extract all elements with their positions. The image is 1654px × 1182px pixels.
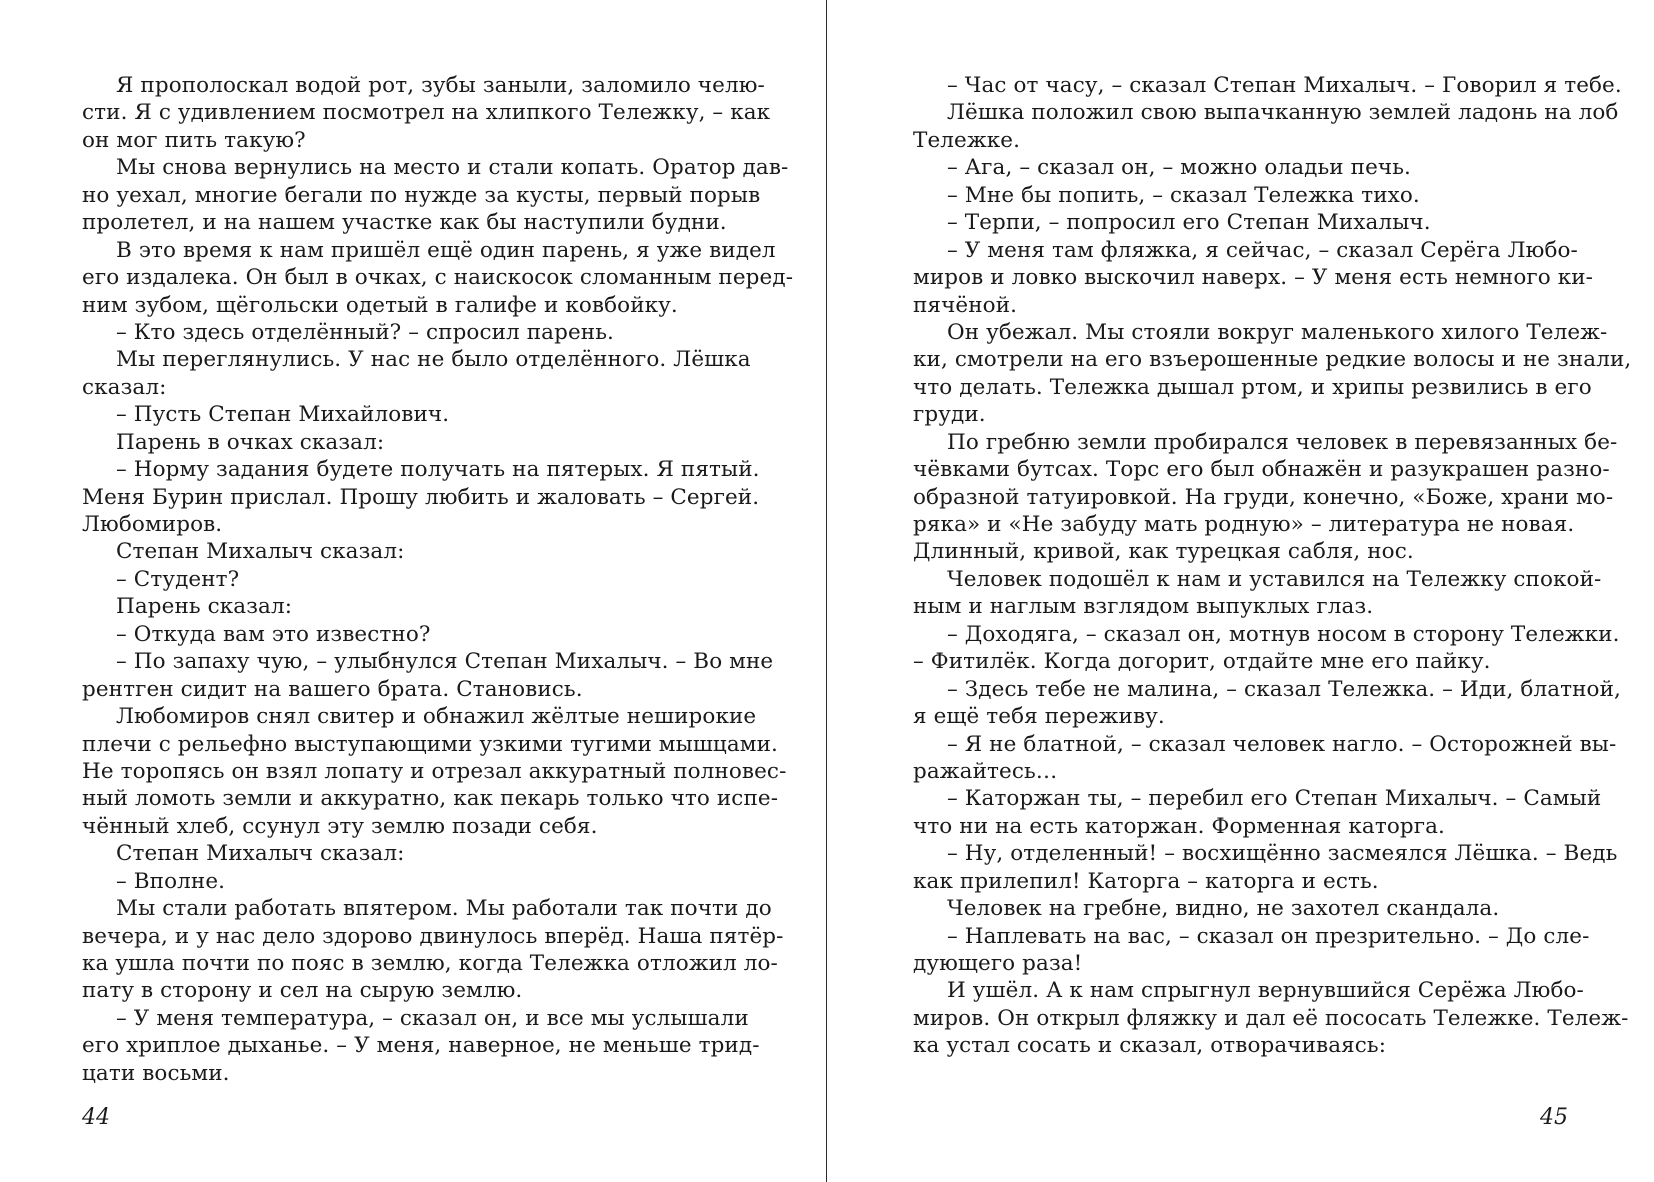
right-page-number: 45: [1540, 1105, 1568, 1130]
text-line: – Доходяга, – сказал он, мотнув носом в сторону Тележки.: [947, 621, 1620, 647]
page-gutter-divider: [826, 0, 827, 1182]
text-line: Мы переглянулись. У нас не было отделённого. Лёшка: [116, 347, 751, 373]
text-line: Степан Михалыч сказал:: [116, 539, 405, 565]
text-line: – Я не блатной, – сказал человек нагло. – Осторожней вы-: [947, 731, 1617, 757]
text-line: я ещё тебя переживу.: [913, 704, 1165, 730]
text-line: ным и наглым взглядом выпуклых глаз.: [913, 594, 1374, 620]
text-line: Меня Бурин прислал. Прошу любить и жаловать – Сергей.: [82, 484, 760, 510]
text-line: пролетел, и на нашем участке как бы наступили будни.: [82, 210, 727, 236]
text-line: – Студент?: [116, 566, 240, 592]
text-line: плечи с рельефно выступающими узкими тугими мышцами.: [82, 731, 778, 757]
right-page-text: [913, 72, 1632, 1060]
text-line: чённый хлеб, ссунул эту землю позади себя.: [82, 813, 598, 839]
text-line: – Терпи, – попросил его Степан Михалыч.: [947, 210, 1431, 236]
text-line: ка устал сосать и сказал, отворачиваясь:: [913, 1033, 1387, 1059]
text-line: ки, смотрели на его взъерошенные редкие волосы и не знали,: [913, 347, 1632, 373]
text-line: Человек подошёл к нам и уставился на Тележку спокой-: [947, 566, 1602, 592]
text-line: Не торопясь он взял лопату и отрезал аккуратный полновес-: [82, 758, 787, 784]
text-line: Я прополоскал водой рот, зубы заныли, заломило челю-: [116, 73, 765, 98]
text-line: но уехал, многие бегали по нужде за кусты, первый порыв: [82, 182, 761, 208]
text-line: – Вполне.: [116, 868, 226, 894]
text-line: он мог пить такую?: [82, 127, 306, 153]
text-line: Мы снова вернулись на место и стали копать. Оратор дав-: [116, 155, 789, 181]
text-line: как прилепил! Каторга – каторга и есть.: [913, 868, 1379, 894]
text-line: В это время к нам пришёл ещё один парень, я уже видел: [116, 237, 776, 263]
text-line: вечера, и у нас дело здорово двинулось вперёд. Наша пятёр-: [82, 923, 784, 949]
text-line: – Мне бы попить, – сказал Тележка тихо.: [947, 182, 1420, 208]
text-line: И ушёл. А к нам спрыгнул вернувшийся Серёжа Любо-: [947, 978, 1584, 1004]
text-line: образной татуировкой. На груди, конечно, «Боже, храни мо-: [913, 484, 1614, 510]
text-line: дующего раза!: [913, 951, 1083, 976]
text-line: что ни на есть каторжан. Форменная каторга.: [913, 813, 1445, 839]
text-line: Любомиров.: [82, 512, 223, 537]
text-line: Он убежал. Мы стояли вокруг маленького хилого Тележ-: [947, 319, 1608, 345]
text-line: сти. Я с удивлением посмотрел на хлипкого Тележку, – как: [82, 100, 771, 126]
text-line: груди.: [913, 402, 986, 428]
text-line: – Час от часу, – сказал Степан Михалыч. – Говорил я тебе.: [947, 73, 1622, 98]
text-line: ка ушла почти по пояс в землю, когда Тележка отложил ло-: [82, 951, 778, 976]
text-line: Тележке.: [913, 127, 1021, 153]
text-line: ражайтесь…: [913, 758, 1058, 784]
left-page-text: [82, 72, 794, 1087]
text-line: – Ага, – сказал он, – можно оладьи печь.: [947, 155, 1411, 181]
text-line: чёвками бутсах. Торс его был обнажён и разукрашен разно-: [913, 457, 1610, 483]
text-line: – Ну, отделенный! – восхищённо засмеялся Лёшка. – Ведь: [947, 841, 1618, 867]
text-line: Парень сказал:: [116, 594, 293, 620]
text-line: пату в сторону и сел на сырую землю.: [82, 978, 523, 1004]
text-line: Парень в очках сказал:: [116, 429, 385, 455]
text-line: – Фитилёк. Когда догорит, отдайте мне его пайку.: [913, 649, 1491, 675]
text-line: Человек на гребне, видно, не захотел скандала.: [947, 896, 1500, 922]
text-line: – По запаху чую, – улыбнулся Степан Михалыч. – Во мне: [116, 649, 774, 675]
text-line: пячёной.: [913, 292, 1018, 318]
text-line: – Кто здесь отделённый? – спросил парень.: [116, 319, 614, 345]
text-line: – Откуда вам это известно?: [116, 621, 431, 647]
text-line: миров и ловко выскочил наверх. – У меня есть немного ки-: [913, 265, 1594, 291]
left-page-number: 44: [82, 1105, 110, 1130]
text-line: Степан Михалыч сказал:: [116, 841, 405, 867]
text-line: его издалека. Он был в очках, с наискосок сломанным перед-: [82, 265, 794, 291]
text-line: что делать. Тележка дышал ртом, и хрипы резвились в его: [913, 374, 1592, 400]
text-line: – Наплевать на вас, – сказал он презрительно. – До сле-: [947, 923, 1590, 949]
text-line: ряка» и «Не забуду мать родную» – литература не новая.: [913, 512, 1575, 537]
text-line: миров. Он открыл фляжку и дал её пососать Тележке. Тележ-: [913, 1005, 1629, 1031]
text-line: – У меня температура, – сказал он, и все мы услышали: [116, 1005, 749, 1031]
text-line: сказал:: [82, 374, 167, 400]
text-line: – У меня там фляжка, я сейчас, – сказал Серёга Любо-: [947, 237, 1578, 263]
text-line: По гребню земли пробирался человек в перевязанных бе-: [947, 429, 1618, 455]
text-line: цати восьми.: [82, 1060, 230, 1086]
text-line: ним зубом, щёгольски одетый в галифе и ковбойку.: [82, 292, 678, 318]
text-line: Длинный, кривой, как турецкая сабля, нос.: [913, 539, 1414, 565]
text-line: – Пусть Степан Михайлович.: [116, 402, 450, 428]
text-line: – Норму задания будете получать на пятерых. Я пятый.: [116, 457, 760, 483]
text-line: Любомиров снял свитер и обнажил жёлтые неширокие: [116, 704, 757, 730]
text-line: – Каторжан ты, – перебил его Степан Михалыч. – Самый: [947, 786, 1602, 812]
text-line: его хриплое дыханье. – У меня, наверное, не меньше трид-: [82, 1033, 760, 1059]
text-line: рентген сидит на вашего брата. Становись.: [82, 676, 583, 702]
text-line: Лёшка положил свою выпачканную землей ладонь на лоб: [947, 100, 1619, 126]
text-line: ный ломоть земли и аккуратно, как пекарь только что испе-: [82, 786, 779, 812]
text-line: Мы стали работать впятером. Мы работали так почти до: [116, 896, 772, 922]
text-line: – Здесь тебе не малина, – сказал Тележка. – Иди, блатной,: [947, 676, 1621, 702]
